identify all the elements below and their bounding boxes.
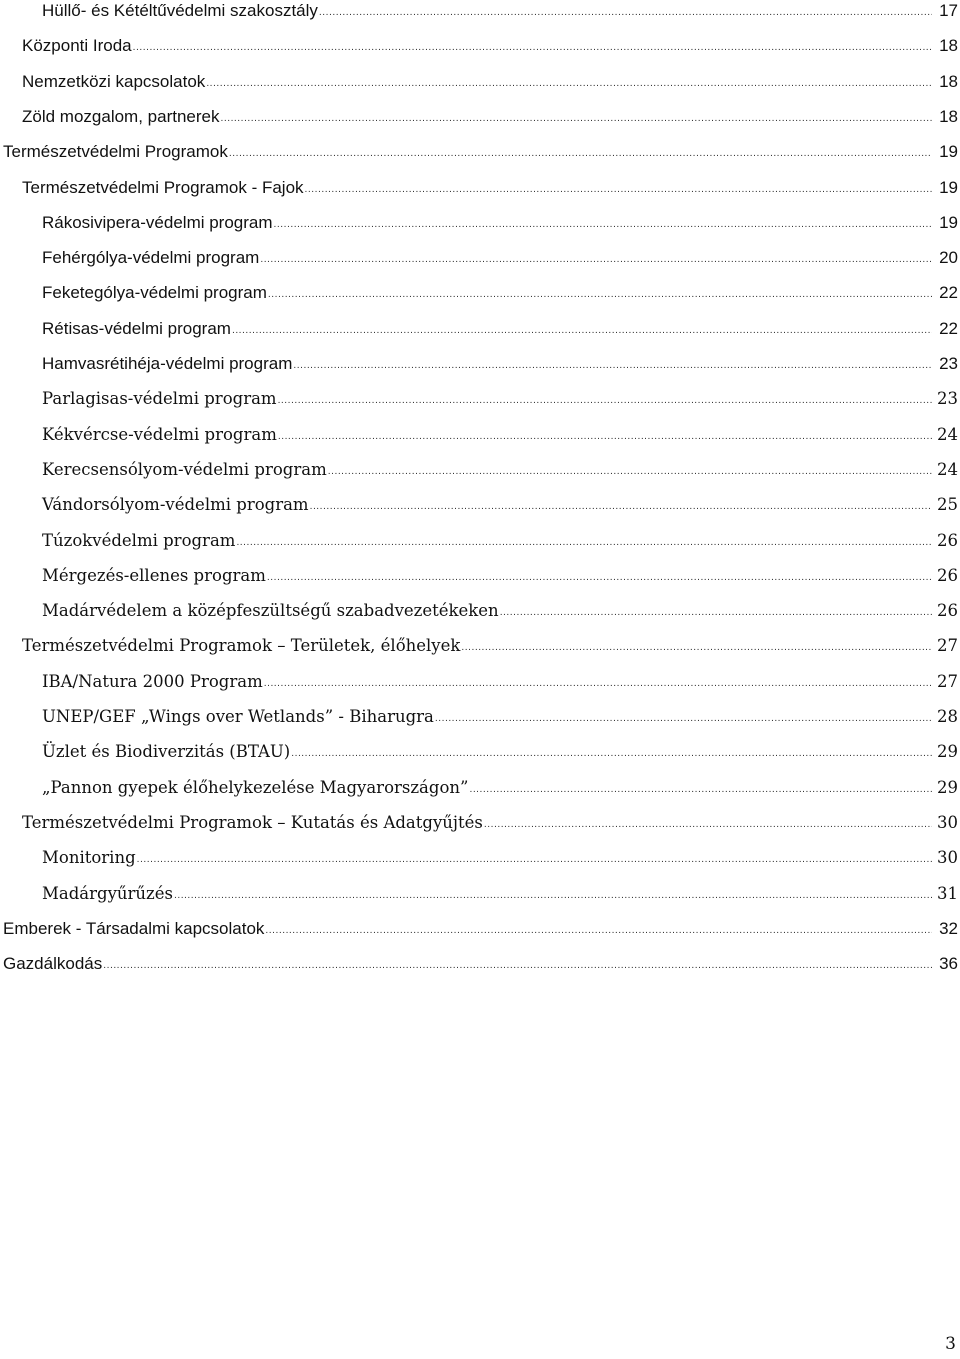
toc-dot-leader xyxy=(265,916,932,946)
toc-entry-page: 28 xyxy=(937,707,958,726)
toc-entry-page: 18 xyxy=(939,106,958,126)
toc-dot-leader xyxy=(319,0,932,28)
toc-entry-page: 32 xyxy=(939,918,958,938)
toc-entry[interactable] xyxy=(0,173,960,203)
toc-dot-leader xyxy=(305,175,932,205)
toc-entry-page: 22 xyxy=(939,283,958,303)
toc-entry-title: Természetvédelmi Programok xyxy=(3,142,228,162)
toc-entry-title: Természetvédelmi Programok – Területek, élőhelyek xyxy=(22,636,461,656)
toc-entry[interactable] xyxy=(0,349,960,379)
toc-entry[interactable] xyxy=(0,631,960,661)
toc-entry-page: 25 xyxy=(937,495,958,515)
toc-dot-leader xyxy=(236,528,932,558)
toc-entry-page: 26 xyxy=(937,530,958,550)
toc-dot-leader xyxy=(264,669,932,699)
toc-entry-page: 30 xyxy=(937,848,958,868)
toc-dot-leader xyxy=(278,422,932,452)
toc-entry-title: Mérgezés-ellenes program xyxy=(42,565,266,585)
toc-dot-leader xyxy=(232,316,932,346)
toc-entry-page: 18 xyxy=(939,36,958,56)
toc-entry-page: 19 xyxy=(939,142,958,162)
toc-dot-leader xyxy=(291,739,932,769)
toc-entry[interactable] xyxy=(0,561,960,591)
toc-dot-leader xyxy=(500,598,932,628)
toc-entry-page: 27 xyxy=(937,671,958,691)
toc-entry-title: Vándorsólyom-védelmi program xyxy=(42,495,309,515)
toc-entry[interactable] xyxy=(0,949,960,979)
toc-dot-leader xyxy=(137,845,932,875)
toc-entry[interactable] xyxy=(0,384,960,414)
toc-entry-page: 23 xyxy=(937,389,958,409)
toc-entry-title: Monitoring xyxy=(42,848,136,868)
toc-entry-page: 20 xyxy=(939,248,958,268)
toc-entry[interactable] xyxy=(0,102,960,132)
toc-dot-leader xyxy=(260,245,932,275)
toc-entry-title: Hamvasrétihéja-védelmi program xyxy=(42,354,293,373)
toc-entry-title: Kerecsensólyom-védelmi program xyxy=(42,459,327,479)
toc-entry[interactable] xyxy=(0,596,960,626)
toc-dot-leader xyxy=(469,775,932,805)
toc-entry-title: Gazdálkodás xyxy=(3,954,103,974)
toc-entry-page: 17 xyxy=(939,1,958,20)
toc-entry-title: IBA/Natura 2000 Program xyxy=(42,671,263,691)
toc-entry-page: 29 xyxy=(937,777,958,797)
toc-entry-page: 19 xyxy=(939,177,958,197)
toc-entry-page: 31 xyxy=(937,883,958,903)
toc-entry-title: Madárgyűrűzés xyxy=(42,883,173,903)
toc-entry-title: Természetvédelmi Programok – Kutatás és Adatgyűjtés xyxy=(22,812,483,832)
toc-entry-page: 26 xyxy=(937,601,958,621)
toc-entry[interactable] xyxy=(0,314,960,344)
toc-entry-title: Központi Iroda xyxy=(22,36,132,56)
toc-entry[interactable] xyxy=(0,702,960,732)
toc-entry[interactable] xyxy=(0,808,960,838)
toc-dot-leader xyxy=(435,704,932,734)
toc-entry[interactable] xyxy=(0,67,960,97)
toc-entry-title: Emberek - Társadalmi kapcsolatok xyxy=(3,918,265,938)
toc-dot-leader xyxy=(268,280,932,310)
toc-dot-leader xyxy=(206,69,932,99)
toc-entry-title: Természetvédelmi Programok - Fajok xyxy=(22,177,304,197)
toc-entry-title: Nemzetközi kapcsolatok xyxy=(22,71,206,91)
toc-entry[interactable] xyxy=(0,879,960,909)
toc-entry[interactable] xyxy=(0,914,960,944)
toc-entry[interactable] xyxy=(0,843,960,873)
toc-dot-leader xyxy=(461,633,932,663)
page-number: 3 xyxy=(945,1334,956,1354)
toc-dot-leader xyxy=(267,563,932,593)
toc-entry[interactable] xyxy=(0,526,960,556)
toc-entry-title: „Pannon gyepek élőhelykezelése Magyarországon” xyxy=(42,777,469,797)
toc-entry[interactable] xyxy=(0,31,960,61)
toc-dot-leader xyxy=(484,810,932,840)
toc-dot-leader xyxy=(293,351,932,381)
toc-entry-title: Kékvércse-védelmi program xyxy=(42,424,277,444)
toc-entry-page: 18 xyxy=(939,71,958,91)
toc-entry-page: 27 xyxy=(937,636,958,656)
toc-entry[interactable] xyxy=(0,490,960,520)
toc-dot-leader xyxy=(174,881,932,911)
toc-entry-page: 24 xyxy=(937,424,958,444)
toc-entry[interactable] xyxy=(0,737,960,767)
toc-entry-title: UNEP/GEF „Wings over Wetlands” - Biharugra xyxy=(42,707,434,726)
toc-entry-page: 19 xyxy=(939,212,958,232)
toc-entry-title: Madárvédelem a középfeszültségű szabadvezetékeken xyxy=(42,601,499,621)
toc-dot-leader xyxy=(310,492,932,522)
toc-dot-leader xyxy=(133,33,932,63)
toc-entry[interactable] xyxy=(0,420,960,450)
toc-dot-leader xyxy=(278,386,932,416)
toc-dot-leader xyxy=(328,457,932,487)
toc-entry-title: Zöld mozgalom, partnerek xyxy=(22,106,220,126)
toc-entry-title: Hüllő- és Kétéltűvédelmi szakosztály xyxy=(42,1,318,20)
toc-entry-title: Rákosivipera-védelmi program xyxy=(42,212,273,232)
toc-entry-title: Üzlet és Biodiverzitás (BTAU) xyxy=(42,742,291,762)
toc-entry-page: 36 xyxy=(939,954,958,974)
toc-entry-title: Feketególya-védelmi program xyxy=(42,283,267,303)
toc-dot-leader xyxy=(220,104,932,134)
toc-dot-leader xyxy=(274,210,932,240)
toc-entry[interactable] xyxy=(0,278,960,308)
toc-entry-page: 24 xyxy=(937,459,958,479)
toc-entry[interactable] xyxy=(0,208,960,238)
toc-entry-page: 30 xyxy=(937,812,958,832)
toc-entry-page: 26 xyxy=(937,565,958,585)
toc-entry-page: 22 xyxy=(939,318,958,338)
toc-entry-title: Fehérgólya-védelmi program xyxy=(42,248,260,268)
toc-entry-title: Túzokvédelmi program xyxy=(42,530,236,550)
toc-entry-page: 23 xyxy=(939,354,958,373)
toc-entry-title: Parlagisas-védelmi program xyxy=(42,389,277,409)
toc-dot-leader xyxy=(229,139,932,169)
toc-entry[interactable] xyxy=(0,243,960,273)
toc-entry[interactable] xyxy=(0,773,960,803)
toc-entry[interactable] xyxy=(0,667,960,697)
toc-entry[interactable] xyxy=(0,455,960,485)
toc-entry[interactable] xyxy=(0,0,960,26)
toc-dot-leader xyxy=(103,951,932,981)
toc-entry-page: 29 xyxy=(937,742,958,762)
toc-entry[interactable] xyxy=(0,137,960,167)
toc-entry-title: Rétisas-védelmi program xyxy=(42,318,231,338)
